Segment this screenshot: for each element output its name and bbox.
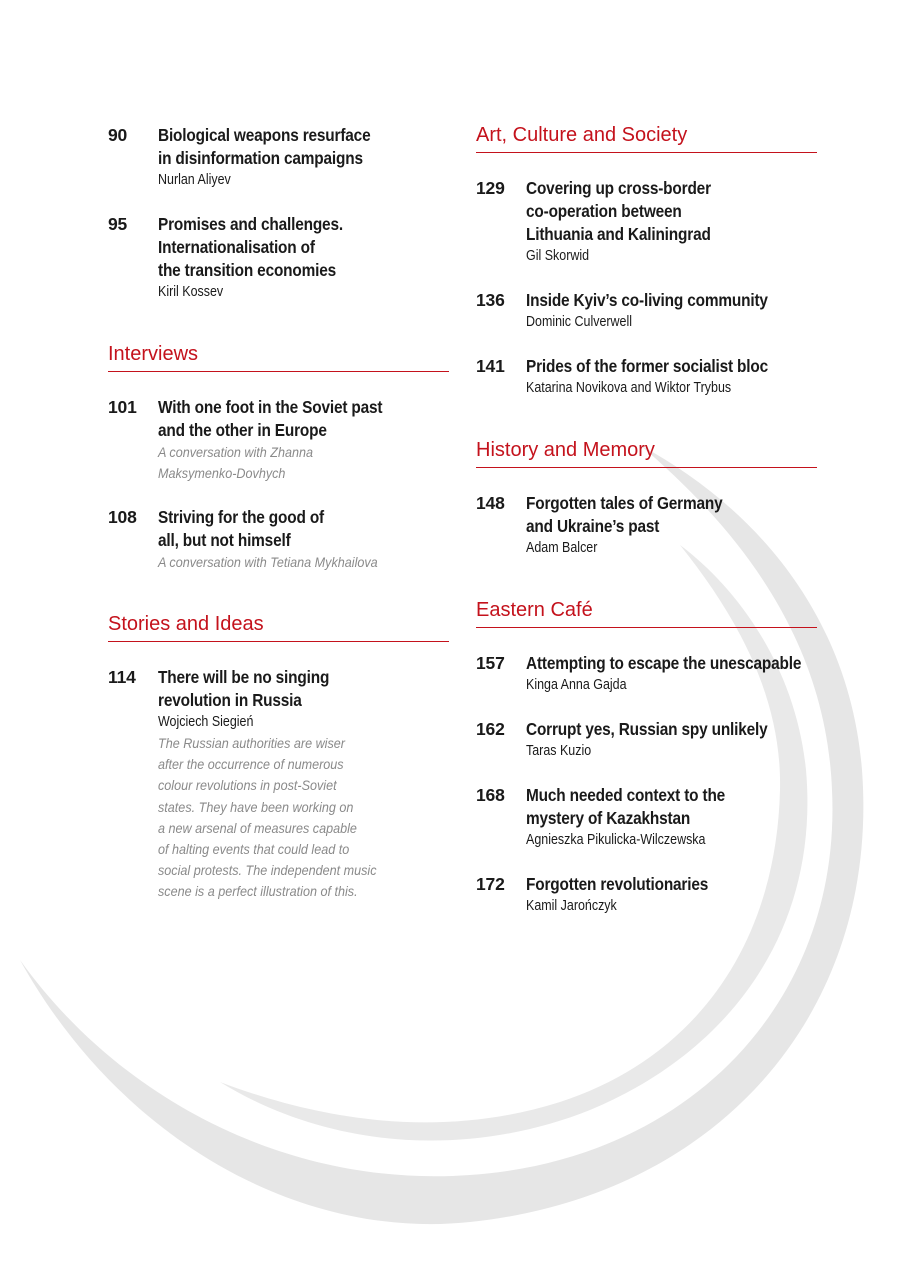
article-title-line: the transition economies <box>158 260 337 280</box>
article-title-line: Covering up cross-border <box>526 178 711 198</box>
article-title-line: revolution in Russia <box>158 690 302 710</box>
article-title-line: mystery of Kazakhstan <box>526 808 691 828</box>
article-author: Nurlan Aliyev <box>158 172 231 188</box>
article-author: Kiril Kossev <box>158 284 224 300</box>
page-number: 162 <box>476 719 505 739</box>
page-number: 95 <box>108 214 128 234</box>
entry-body <box>526 177 817 267</box>
page-number: 148 <box>476 493 505 513</box>
section-spacer <box>476 421 817 439</box>
section-header <box>108 343 449 372</box>
article-title-line: Forgotten revolutionaries <box>526 874 709 894</box>
entry-body <box>158 124 449 191</box>
section-header <box>476 599 817 628</box>
article-author: Kinga Anna Gajda <box>526 677 627 693</box>
interview-subtitle-line: A conversation with Zhanna <box>158 444 314 460</box>
interview-subtitle-line: Maksymenko-Dovhych <box>158 465 286 481</box>
section-title: Eastern Café <box>476 599 817 628</box>
toc-entry[interactable] <box>108 666 449 903</box>
article-abstract-line: scene is a perfect illustration of this. <box>158 883 358 900</box>
page-number: 114 <box>108 667 136 687</box>
article-title-line: With one foot in the Soviet past <box>158 397 383 417</box>
page-number: 108 <box>108 507 137 527</box>
section-spacer <box>108 595 449 613</box>
article-title-line: all, but not himself <box>158 530 291 550</box>
page-number: 157 <box>476 653 505 673</box>
interview-subtitle-line: A conversation with Tetiana Mykhailova <box>158 554 378 570</box>
toc-right-column <box>476 124 817 939</box>
entry-body <box>526 784 817 851</box>
section-header <box>476 439 817 468</box>
article-author: Agnieszka Pikulicka-Wilczewska <box>526 832 706 848</box>
page-number: 90 <box>108 125 128 145</box>
article-author: Gil Skorwid <box>526 248 590 264</box>
article-title-line: There will be no singing <box>158 667 330 687</box>
article-title-line: Much needed context to the <box>526 785 726 805</box>
page-number: 129 <box>476 178 505 198</box>
article-abstract-line: after the occurrence of numerous <box>158 756 344 773</box>
article-title-line: Attempting to escape the unescapable <box>526 653 802 673</box>
article-author: Kamil Jarończyk <box>526 898 617 914</box>
page-number: 141 <box>476 356 505 376</box>
entry-body <box>158 666 449 903</box>
toc-entry[interactable] <box>476 355 817 399</box>
section-title: Art, Culture and Society <box>476 124 817 153</box>
section-title: Interviews <box>108 343 449 372</box>
entry-body <box>158 396 449 484</box>
entry-body <box>526 492 817 559</box>
entry-body <box>526 718 817 762</box>
article-title-line: Corrupt yes, Russian spy unlikely <box>526 719 768 739</box>
section-header <box>476 124 817 153</box>
article-author: Adam Balcer <box>526 540 598 556</box>
page-number: 168 <box>476 785 505 805</box>
entry-body <box>526 873 817 917</box>
toc-entry[interactable] <box>108 506 449 573</box>
article-title-line: Internationalisation of <box>158 237 315 257</box>
toc-entry[interactable] <box>476 784 817 851</box>
article-abstract-line: The Russian authorities are wiser <box>158 735 345 751</box>
toc-entry[interactable] <box>476 177 817 267</box>
article-title-line: Lithuania and Kaliningrad <box>526 224 711 244</box>
section-title: Stories and Ideas <box>108 613 449 642</box>
article-title-line: Biological weapons resurface <box>158 125 371 145</box>
article-author: Katarina Novikova and Wiktor Trybus <box>526 380 732 396</box>
article-abstract-line: a new arsenal of measures capable <box>158 819 357 836</box>
toc-entry[interactable] <box>476 873 817 917</box>
section-spacer <box>108 325 449 343</box>
toc-entry[interactable] <box>476 652 817 696</box>
section-spacer <box>476 581 817 599</box>
article-title-line: and the other in Europe <box>158 420 327 440</box>
toc-entry[interactable] <box>108 213 449 303</box>
page-number: 101 <box>108 397 137 417</box>
page-number: 136 <box>476 290 505 310</box>
page-number: 172 <box>476 874 505 894</box>
section-title: History and Memory <box>476 439 817 468</box>
article-title-line: Forgotten tales of Germany <box>526 493 723 513</box>
entry-body <box>526 289 817 333</box>
article-title-line: Striving for the good of <box>158 507 325 527</box>
article-title-line: Inside Kyiv’s co-living community <box>526 290 768 310</box>
toc-entry[interactable] <box>476 289 817 333</box>
article-author: Dominic Culverwell <box>526 314 633 330</box>
entry-body <box>158 213 449 303</box>
article-title-line: and Ukraine’s past <box>526 516 660 536</box>
article-author: Taras Kuzio <box>526 743 592 759</box>
toc-entry[interactable] <box>108 396 449 484</box>
article-title-line: co-operation between <box>526 201 682 221</box>
article-title-line: Prides of the former socialist bloc <box>526 356 769 376</box>
entry-body <box>158 506 449 573</box>
entry-body <box>526 652 817 696</box>
article-abstract-line: states. They have been working on <box>158 798 354 815</box>
toc-entry[interactable] <box>476 718 817 762</box>
article-title-line: in disinformation campaigns <box>158 148 363 168</box>
toc-left-column <box>108 124 449 925</box>
toc-entry[interactable] <box>476 492 817 559</box>
article-abstract-line: social protests. The independent music <box>158 862 377 879</box>
toc-entry[interactable] <box>108 124 449 191</box>
entry-body <box>526 355 817 399</box>
article-abstract-line: colour revolutions in post-Soviet <box>158 777 337 794</box>
article-author: Wojciech Siegień <box>158 714 254 730</box>
section-header <box>108 613 449 642</box>
article-abstract-line: of halting events that could lead to <box>158 841 350 858</box>
article-title-line: Promises and challenges. <box>158 214 343 234</box>
